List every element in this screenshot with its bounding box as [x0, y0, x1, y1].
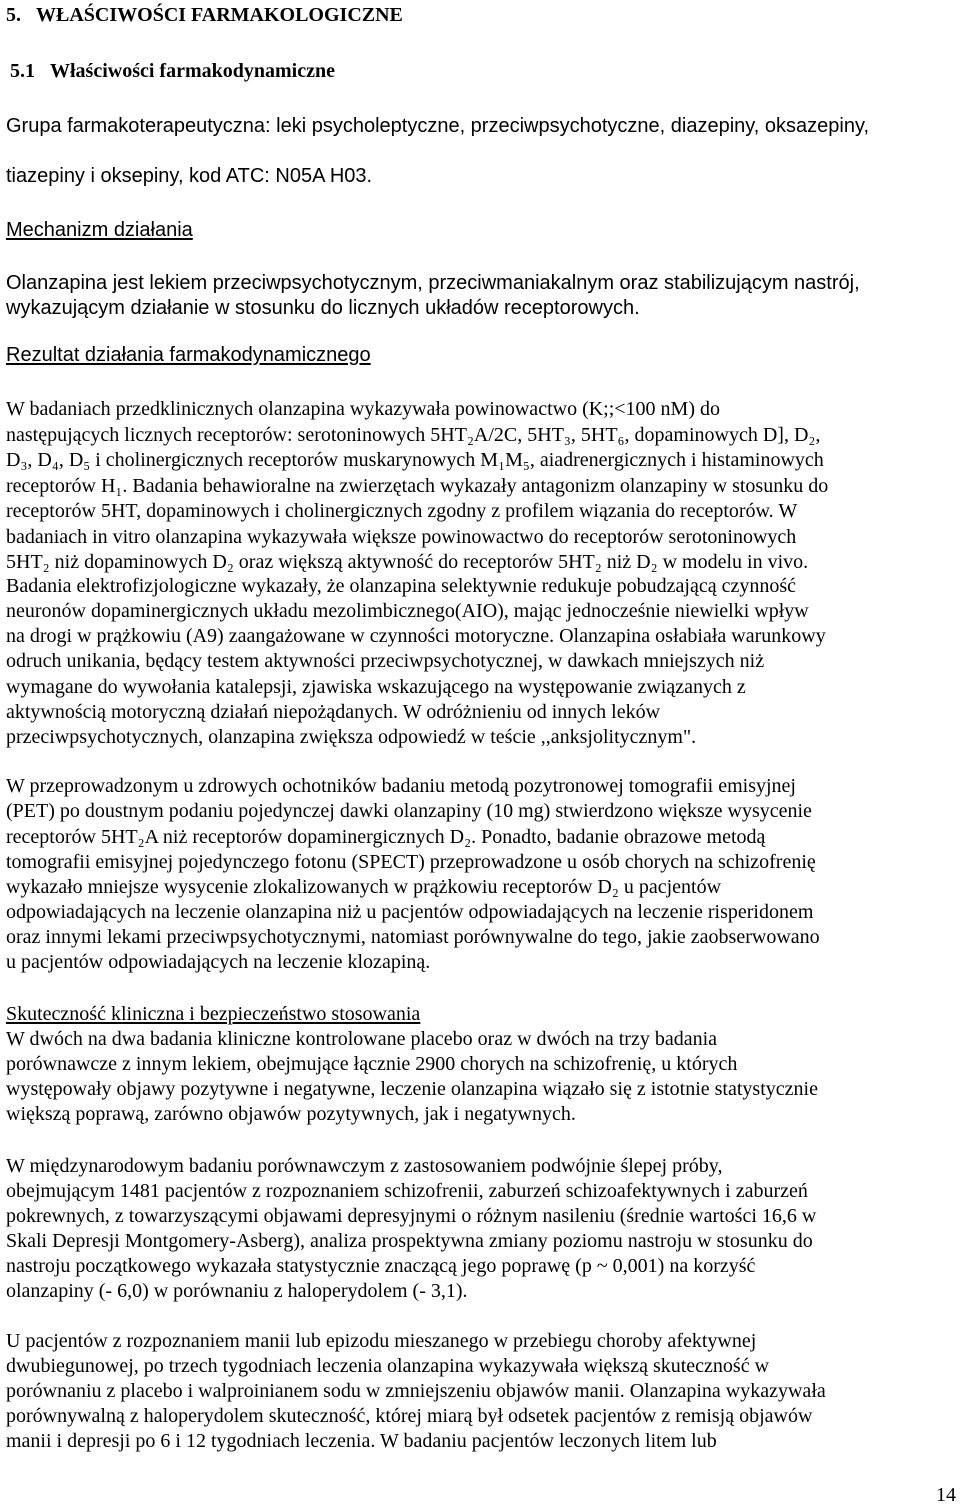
result-line: receptorów 5HT, dopaminowych i cholinergicznych zgodny z profilem wiązania do receptorów. W: [6, 500, 798, 522]
efficacy-title: Skuteczność kliniczna i bezpieczeństwo stosowania: [6, 1003, 421, 1025]
section-title: WŁAŚCIWOŚCI FARMAKOLOGICZNE: [36, 4, 403, 26]
pet-line: oraz innymi lekami przeciwpsychotycznymi, natomiast porównywalne do tego, jakie zaobserwowano: [6, 926, 820, 948]
pet-line: u pacjentów odpowiadających na leczenie klozapiną.: [6, 951, 431, 973]
result-line: receptorów H₁. Badania behawioralne na zwierzętach wykazały antagonizm olanzapiny w stosunku do: [6, 475, 829, 497]
pet-line: tomografii emisyjnej pojedynczego fotonu (SPECT) przeprowadzone u osób chorych na schizofrenię: [6, 851, 816, 873]
result-line: D₃, D₄, D₅ i cholinergicznych receptorów muskarynowych M₁M₅, aiadrenergicznych i histaminowych: [6, 449, 824, 471]
pet-line: (PET) po doustnym podaniu pojedynczej dawki olanzapiny (10 mg) stwierdzono większe wysycenie: [6, 800, 812, 822]
efficacy-line: występowały objawy pozytywne i negatywne, leczenie olanzapina wiązało się z istotnie statystycznie: [6, 1078, 818, 1100]
efficacy-line: W dwóch na dwa badania kliniczne kontrolowane placebo oraz w dwóch na trzy badania: [6, 1028, 718, 1050]
mania-line: porównywalną z haloperydolem skuteczność, której miarą był odsetek pacjentów z remisją objawów: [6, 1405, 813, 1427]
result-line: Badania elektrofizjologiczne wykazały, że olanzapina selektywnie redukuje pobudzającą czynność: [6, 575, 797, 597]
international-line: pokrewnych, z towarzyszącymi objawami depresyjnymi o różnym nasileniu (średnie wartości 16,6 w: [6, 1205, 817, 1227]
section-heading: [6, 4, 403, 27]
result-line: badaniach in vitro olanzapina wykazywała większe powinowactwo do receptorów serotoninowych: [6, 526, 797, 548]
pet-line: odpowiadających na leczenie olanzapina niż u pacjentów odpowiadających na leczenie risperidonem: [6, 901, 814, 923]
result-line: odruch unikania, będący testem aktywności przeciwpsychotycznej, w dawkach mniejszych niż: [6, 650, 765, 672]
subsection-heading: [10, 60, 335, 83]
result-line: następujących licznych receptorów: serotoninowych 5HT₂A/2C, 5HT₃, 5HT₆, dopaminowych D], D₂,: [6, 424, 821, 446]
result-line: na drogi w prążkowiu (A9) zaangażowane w czynności motoryczne. Olanzapina osłabiała warunkowy: [6, 625, 826, 647]
mechanism-title: Mechanizm działania: [6, 219, 193, 241]
pet-line: wykazało mniejsze wysycenie zlokalizowanych w prążkowiu receptorów D₂ u pacjentów: [6, 876, 722, 898]
result-line: wymagane do wywołania katalepsji, zjawiska wskazującego na występowanie związanych z: [6, 676, 746, 698]
mania-line: dwubiegunowej, po trzech tygodniach leczenia olanzapina wykazywała większą skuteczność w: [6, 1355, 770, 1377]
subsection-number: 5.1: [10, 60, 35, 82]
page-number: 14: [936, 1484, 956, 1506]
result-line: neuronów dopaminergicznych układu mezolimbicznego(AIO), mając jednocześnie niewielki wpływ: [6, 600, 809, 622]
international-line: nastroju początkowego wykazała statystycznie znaczącą jego poprawę (p ~ 0,001) na korzyść: [6, 1255, 756, 1277]
mechanism-line: Olanzapina jest lekiem przeciwpsychotycznym, przeciwmaniakalnym oraz stabilizującym nastrój,: [6, 272, 860, 294]
international-line: obejmującym 1481 pacjentów z rozpoznaniem schizofrenii, zaburzeń schizoafektywnych i zaburzeń: [6, 1180, 808, 1202]
pet-line: receptorów 5HT₂A niż receptorów dopaminergicznych D₂. Ponadto, badanie obrazowe metodą: [6, 826, 766, 848]
international-line: W międzynarodowym badaniu porównawczym z zastosowaniem podwójnie ślepej próby,: [6, 1155, 723, 1177]
international-line: olanzapiny (- 6,0) w porównaniu z haloperydolem (- 3,1).: [6, 1280, 468, 1302]
mania-line: manii i depresji po 6 i 12 tygodniach leczenia. W badaniu pacjentów leczonych litem lub: [6, 1430, 717, 1452]
section-number: 5.: [6, 4, 21, 26]
result-title: Rezultat działania farmakodynamicznego: [6, 344, 371, 366]
result-line: aktywnością motoryczną działań niepożądanych. W odróżnieniu od innych leków: [6, 701, 661, 723]
intro-line: tiazepiny i oksepiny, kod ATC: N05A H03.: [6, 165, 373, 187]
international-line: Skali Depresji Montgomery-Asberg), analiza prospektywna zmiany poziomu nastroju w stosunku do: [6, 1230, 813, 1252]
pet-line: W przeprowadzonym u zdrowych ochotników badaniu metodą pozytronowej tomografii emisyjnej: [6, 775, 796, 797]
mania-line: porównaniu z placebo i walproinianem sodu w zmniejszeniu objawów manii. Olanzapina wykazywała: [6, 1380, 826, 1402]
subsection-title: Właściwości farmakodynamiczne: [50, 60, 335, 82]
result-line: przeciwpsychotycznych, olanzapina zwiększa odpowiedź w teście ,,anksjolitycznym".: [6, 726, 697, 748]
result-line: W badaniach przedklinicznych olanzapina wykazywała powinowactwo (K;;<100 nM) do: [6, 398, 721, 420]
mechanism-line: wykazującym działanie w stosunku do licznych układów receptorowych.: [6, 297, 640, 319]
mania-line: U pacjentów z rozpoznaniem manii lub epizodu mieszanego w przebiegu choroby afektywnej: [6, 1330, 757, 1352]
efficacy-line: większą poprawą, zarówno objawów pozytywnych, jak i negatywnych.: [6, 1103, 576, 1125]
result-line: 5HT₂ niż dopaminowych D₂ oraz większą aktywność do receptorów 5HT₂ niż D₂ w modelu in vivo.: [6, 551, 809, 573]
intro-line: Grupa farmakoterapeutyczna: leki psycholeptyczne, przeciwpsychotyczne, diazepiny, oksazepiny,: [6, 115, 870, 137]
efficacy-line: porównawcze z innym lekiem, obejmujące łącznie 2900 chorych na schizofrenię, u których: [6, 1053, 738, 1075]
